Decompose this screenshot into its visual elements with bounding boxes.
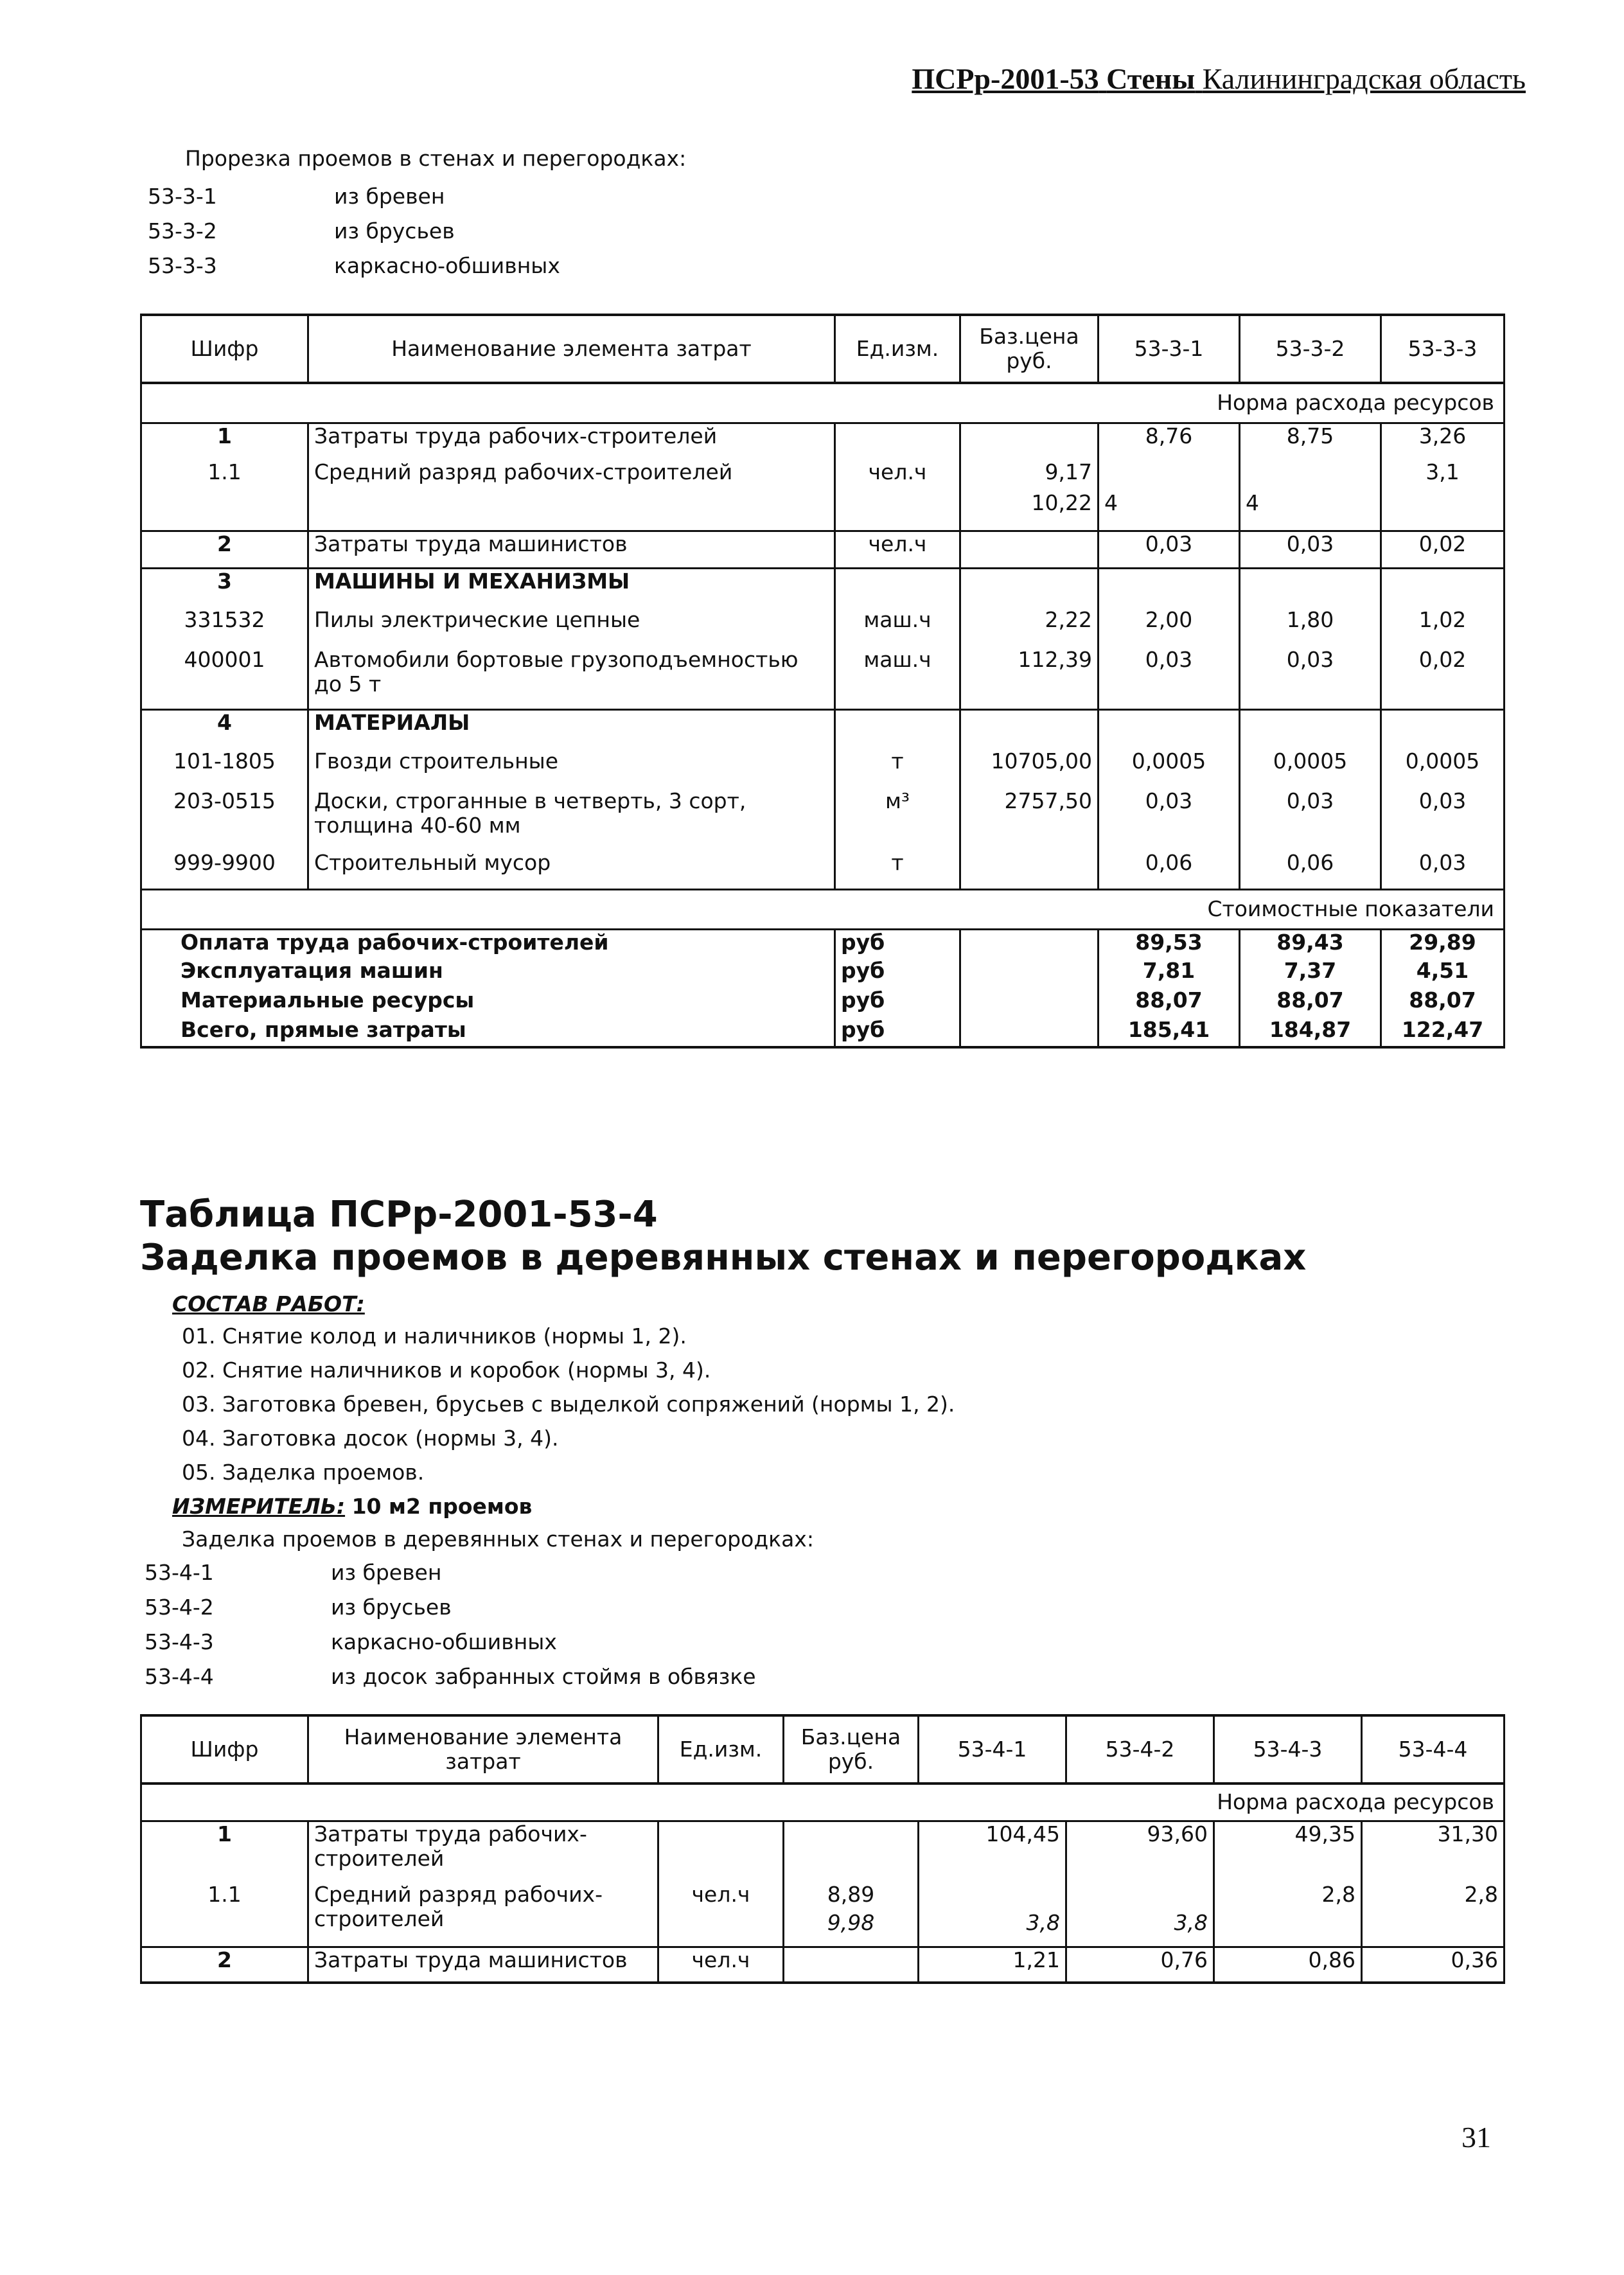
row-value xyxy=(1381,568,1505,608)
code-row xyxy=(145,1664,980,1699)
row-value xyxy=(1240,568,1381,608)
total-value: 4,51 xyxy=(1381,959,1505,988)
row-price xyxy=(960,709,1099,749)
row-value: 2,00 xyxy=(1099,608,1240,648)
row-value: 1,02 xyxy=(1381,608,1505,648)
row-value: 0,02 xyxy=(1381,648,1505,709)
row-price: 2757,50 xyxy=(960,789,1099,851)
code: 53-4-4 xyxy=(145,1664,214,1689)
row-value: 0,03 xyxy=(1099,648,1240,709)
total-value: 88,07 xyxy=(1099,988,1240,1018)
code: 53-4-3 xyxy=(145,1629,214,1654)
row-value xyxy=(1066,1882,1214,1947)
row-value xyxy=(1099,709,1240,749)
row-unit: маш.ч xyxy=(835,648,960,709)
row-value: 0,86 xyxy=(1214,1947,1362,1983)
norm-section-row xyxy=(141,383,1505,423)
row-unit xyxy=(835,423,960,460)
price-value: 10,22 xyxy=(1031,490,1092,515)
value: 3,8 xyxy=(1174,1910,1208,1935)
row-code: 1.1 xyxy=(141,1882,308,1947)
row-value xyxy=(1099,568,1240,608)
row-price xyxy=(960,423,1099,460)
col-header-price: Баз.цена руб. xyxy=(960,315,1099,383)
row-name: Затраты труда рабочих-строителей xyxy=(308,1821,658,1882)
table-row xyxy=(141,608,1505,648)
code: 53-3-1 xyxy=(148,184,217,209)
total-value: 89,53 xyxy=(1099,929,1240,959)
resource-table-53-3 xyxy=(140,314,1505,1049)
code: 53-4-1 xyxy=(145,1560,214,1585)
row-price: 10705,00 xyxy=(960,749,1099,789)
total-price xyxy=(960,1018,1099,1047)
code-desc: из досок забранных стоймя в обвязке xyxy=(331,1664,756,1689)
code-row xyxy=(148,184,726,218)
work-item: 05. Заделка проемов. xyxy=(182,1460,425,1485)
row-unit xyxy=(658,1821,784,1882)
row-price xyxy=(960,531,1099,568)
table-header-row xyxy=(141,1715,1505,1784)
total-name: Оплата труда рабочих-строителей xyxy=(141,929,835,959)
row-code: 999-9900 xyxy=(141,851,308,889)
row-code: 2 xyxy=(141,531,308,568)
code: 53-4-2 xyxy=(145,1595,214,1620)
row-unit: т xyxy=(835,749,960,789)
col-header-53-4-1: 53-4-1 xyxy=(919,1715,1066,1784)
row-value: 0,03 xyxy=(1099,531,1240,568)
total-value: 7,81 xyxy=(1099,959,1240,988)
row-code: 400001 xyxy=(141,648,308,709)
code-row xyxy=(148,218,726,253)
code: 53-3-2 xyxy=(148,218,217,243)
code-desc: из бревен xyxy=(334,184,445,209)
total-unit: руб xyxy=(835,959,960,988)
row-unit xyxy=(835,709,960,749)
norm-label: Норма расхода ресурсов xyxy=(141,1784,1505,1821)
row-value xyxy=(919,1882,1066,1947)
section2-intro: Заделка проемов в деревянных стенах и перегородках: xyxy=(182,1527,814,1552)
work-item: 01. Снятие колод и наличников (нормы 1, 2). xyxy=(182,1323,687,1349)
cost-label: Стоимостные показатели xyxy=(141,889,1505,929)
row-name: Затраты труда машинистов xyxy=(308,531,835,568)
row-value: 93,60 xyxy=(1066,1821,1214,1882)
col-header-code: Шифр xyxy=(141,1715,308,1784)
table-row xyxy=(141,851,1505,889)
total-row xyxy=(141,959,1505,988)
row-name: МАТЕРИАЛЫ xyxy=(308,709,835,749)
code-desc: каркасно-обшивных xyxy=(331,1629,557,1654)
table-subtitle: Заделка проемов в деревянных стенах и перегородках xyxy=(140,1237,1307,1279)
row-value: 0,03 xyxy=(1240,531,1381,568)
row-unit: чел.ч xyxy=(658,1947,784,1983)
code-desc: из брусьев xyxy=(331,1595,452,1620)
price-value: 9,17 xyxy=(1045,460,1092,484)
row-code: 203-0515 xyxy=(141,789,308,851)
row-value: 0,03 xyxy=(1381,851,1505,889)
table-row xyxy=(141,789,1505,851)
header-section: Стены xyxy=(1106,62,1196,95)
col-header-53-3-2: 53-3-2 xyxy=(1240,315,1381,383)
row-code: 3 xyxy=(141,568,308,608)
col-header-53-4-2: 53-4-2 xyxy=(1066,1715,1214,1784)
code-desc: из брусьев xyxy=(334,218,455,243)
row-name: Автомобили бортовые грузоподъемностью до 5 т xyxy=(308,648,835,709)
row-value: 0,03 xyxy=(1240,648,1381,709)
top-intro: Прорезка проемов в стенах и перегородках: xyxy=(185,146,687,171)
row-value xyxy=(1240,460,1381,531)
total-name: Материальные ресурсы xyxy=(141,988,835,1018)
total-price xyxy=(960,988,1099,1018)
total-name: Всего, прямые затраты xyxy=(141,1018,835,1047)
value: 4 xyxy=(1104,490,1118,515)
table-row xyxy=(141,1821,1505,1882)
norm-section-row xyxy=(141,1784,1505,1821)
price-value: 8,89 xyxy=(827,1882,875,1907)
code-row xyxy=(145,1560,980,1595)
total-row xyxy=(141,929,1505,959)
work-item: 03. Заготовка бревен, брусьев с выделкой сопряжений (нормы 1, 2). xyxy=(182,1392,955,1417)
table-row xyxy=(141,1882,1505,1947)
row-code: 4 xyxy=(141,709,308,749)
row-name: Гвозди строительные xyxy=(308,749,835,789)
row-unit: чел.ч xyxy=(835,531,960,568)
row-price: 112,39 xyxy=(960,648,1099,709)
row-unit: маш.ч xyxy=(835,608,960,648)
row-name: Доски, строганные в четверть, 3 сорт, толщина 40-60 мм xyxy=(308,789,835,851)
row-price xyxy=(784,1821,919,1882)
row-price xyxy=(784,1882,919,1947)
page-header xyxy=(880,62,1526,96)
row-value: 104,45 xyxy=(919,1821,1066,1882)
col-header-code: Шифр xyxy=(141,315,308,383)
row-unit: чел.ч xyxy=(658,1882,784,1947)
work-composition-label: СОСТАВ РАБОТ: xyxy=(172,1291,365,1316)
total-value: 89,43 xyxy=(1240,929,1381,959)
row-value xyxy=(1099,460,1240,531)
row-value: 0,06 xyxy=(1240,851,1381,889)
work-item: 04. Заготовка досок (нормы 3, 4). xyxy=(182,1426,559,1451)
row-value: 8,76 xyxy=(1099,423,1240,460)
row-name: МАШИНЫ И МЕХАНИЗМЫ xyxy=(308,568,835,608)
header-region: Калининградская область xyxy=(1202,62,1526,95)
table-row xyxy=(141,423,1505,460)
total-price xyxy=(960,929,1099,959)
resource-table-53-4 xyxy=(140,1714,1505,1984)
total-row xyxy=(141,1018,1505,1047)
page-number: 31 xyxy=(1461,2121,1491,2154)
row-value: 0,06 xyxy=(1099,851,1240,889)
row-value: 2,8 xyxy=(1362,1882,1505,1947)
total-value: 122,47 xyxy=(1381,1018,1505,1047)
table-row xyxy=(141,1947,1505,1983)
total-value: 7,37 xyxy=(1240,959,1381,988)
row-value: 0,0005 xyxy=(1240,749,1381,789)
row-value: 0,76 xyxy=(1066,1947,1214,1983)
price-value: 9,98 xyxy=(827,1910,875,1935)
row-price xyxy=(960,460,1099,531)
row-code: 1 xyxy=(141,423,308,460)
row-value: 49,35 xyxy=(1214,1821,1362,1882)
row-value: 3,1 xyxy=(1381,460,1505,531)
row-value: 3,26 xyxy=(1381,423,1505,460)
total-value: 184,87 xyxy=(1240,1018,1381,1047)
row-value: 0,36 xyxy=(1362,1947,1505,1983)
meter-line xyxy=(172,1494,532,1519)
table-row xyxy=(141,460,1505,531)
table-row xyxy=(141,709,1505,749)
row-unit: чел.ч xyxy=(835,460,960,531)
cost-section-row xyxy=(141,889,1505,929)
total-name: Эксплуатация машин xyxy=(141,959,835,988)
row-unit: т xyxy=(835,851,960,889)
col-header-53-4-3: 53-4-3 xyxy=(1214,1715,1362,1784)
total-unit: руб xyxy=(835,1018,960,1047)
row-code: 1 xyxy=(141,1821,308,1882)
row-value: 8,75 xyxy=(1240,423,1381,460)
total-value: 88,07 xyxy=(1381,988,1505,1018)
row-name: Затраты труда рабочих-строителей xyxy=(308,423,835,460)
table-row xyxy=(141,749,1505,789)
col-header-53-4-4: 53-4-4 xyxy=(1362,1715,1505,1784)
total-unit: руб xyxy=(835,988,960,1018)
row-value: 1,80 xyxy=(1240,608,1381,648)
row-name: Средний разряд рабочих-строителей xyxy=(308,460,835,531)
row-value: 1,21 xyxy=(919,1947,1066,1983)
table-row xyxy=(141,568,1505,608)
row-value: 2,8 xyxy=(1214,1882,1362,1947)
value: 3,8 xyxy=(1026,1910,1060,1935)
row-value xyxy=(1240,709,1381,749)
row-name: Пилы электрические цепные xyxy=(308,608,835,648)
col-header-name: Наименование элемента затрат xyxy=(308,1715,658,1784)
row-price xyxy=(784,1947,919,1983)
row-price: 2,22 xyxy=(960,608,1099,648)
col-header-unit: Ед.изм. xyxy=(835,315,960,383)
row-value: 0,02 xyxy=(1381,531,1505,568)
row-name: Затраты труда машинистов xyxy=(308,1947,658,1983)
table-title: Таблица ПСРр-2001-53-4 xyxy=(140,1194,658,1235)
code-desc: каркасно-обшивных xyxy=(334,253,560,278)
code: 53-3-3 xyxy=(148,253,217,278)
total-price xyxy=(960,959,1099,988)
total-value: 185,41 xyxy=(1099,1018,1240,1047)
row-code: 331532 xyxy=(141,608,308,648)
code-row xyxy=(148,253,726,288)
code-row xyxy=(145,1595,980,1629)
row-unit xyxy=(835,568,960,608)
row-value: 0,03 xyxy=(1240,789,1381,851)
row-value: 0,0005 xyxy=(1099,749,1240,789)
row-price xyxy=(960,568,1099,608)
total-unit: руб xyxy=(835,929,960,959)
row-name: Строительный мусор xyxy=(308,851,835,889)
header-code: ПСРр-2001-53 xyxy=(912,62,1099,95)
row-value: 0,03 xyxy=(1381,789,1505,851)
table-row xyxy=(141,531,1505,568)
row-value: 0,03 xyxy=(1099,789,1240,851)
col-header-name: Наименование элемента затрат xyxy=(308,315,835,383)
col-header-unit: Ед.изм. xyxy=(658,1715,784,1784)
row-value: 31,30 xyxy=(1362,1821,1505,1882)
section2-code-list xyxy=(145,1560,980,1699)
code-desc: из бревен xyxy=(331,1560,442,1585)
total-value: 88,07 xyxy=(1240,988,1381,1018)
table-row xyxy=(141,648,1505,709)
row-code: 1.1 xyxy=(141,460,308,531)
row-value: 0,0005 xyxy=(1381,749,1505,789)
row-unit: м³ xyxy=(835,789,960,851)
code-row xyxy=(145,1629,980,1664)
meter-label: ИЗМЕРИТЕЛЬ: xyxy=(172,1494,346,1519)
row-code: 101-1805 xyxy=(141,749,308,789)
value: 4 xyxy=(1246,490,1259,515)
row-price xyxy=(960,851,1099,889)
norm-label: Норма расхода ресурсов xyxy=(141,383,1505,423)
col-header-price: Баз.цена руб. xyxy=(784,1715,919,1784)
col-header-53-3-1: 53-3-1 xyxy=(1099,315,1240,383)
top-code-list xyxy=(148,184,726,288)
table-header-row xyxy=(141,315,1505,383)
meter-value: 10 м2 проемов xyxy=(351,1494,533,1519)
row-code: 2 xyxy=(141,1947,308,1983)
total-row xyxy=(141,988,1505,1018)
row-value xyxy=(1381,709,1505,749)
row-name: Средний разряд рабочих-строителей xyxy=(308,1882,658,1947)
col-header-53-3-3: 53-3-3 xyxy=(1381,315,1505,383)
work-item: 02. Снятие наличников и коробок (нормы 3, 4). xyxy=(182,1358,711,1383)
total-value: 29,89 xyxy=(1381,929,1505,959)
